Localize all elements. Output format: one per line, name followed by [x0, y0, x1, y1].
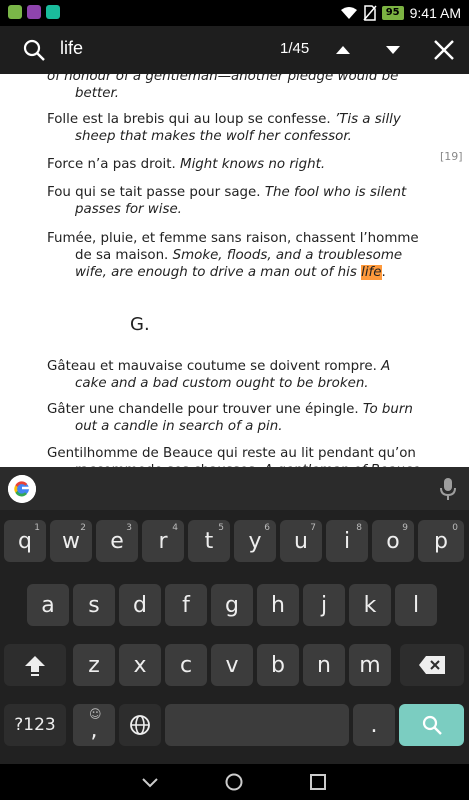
app-notification-icon	[46, 5, 60, 19]
back-chevron-icon[interactable]	[140, 772, 160, 792]
proverb-french: Folle est la brebis qui au loup se confesse.	[47, 112, 335, 127]
key-l[interactable]: l	[395, 584, 437, 626]
system-nav-bar	[0, 764, 469, 800]
key-h[interactable]: h	[257, 584, 299, 626]
key-r[interactable]: r 4	[142, 520, 184, 562]
key-s[interactable]: s	[73, 584, 115, 626]
google-icon[interactable]	[8, 475, 36, 503]
proverb-entry	[47, 111, 422, 145]
search-highlight[interactable]: life	[361, 265, 382, 280]
key-x[interactable]: x	[119, 644, 161, 686]
key-z[interactable]: z	[73, 644, 115, 686]
key-d[interactable]: d	[119, 584, 161, 626]
previous-match-button[interactable]	[331, 38, 355, 62]
key-v[interactable]: v	[211, 644, 253, 686]
key-t[interactable]: t 5	[188, 520, 230, 562]
proverb-french: Force n’a pas droit.	[47, 157, 181, 172]
shift-icon	[23, 653, 47, 677]
symbols-key[interactable]: ?123	[4, 704, 66, 746]
proverb-entry	[47, 184, 422, 218]
search-toolbar	[0, 26, 469, 74]
proverb-entry	[47, 156, 422, 173]
proverb-english: The fool who is silent passes for wise.	[75, 185, 407, 217]
key-a[interactable]: a	[27, 584, 69, 626]
key-y[interactable]: y 6	[234, 520, 276, 562]
key-k[interactable]: k	[349, 584, 391, 626]
proverb-entry	[47, 230, 422, 281]
proverb-english: ’Tis a silly sheep that makes the wolf her confessor.	[75, 112, 401, 144]
key-w[interactable]: w 2	[50, 520, 92, 562]
space-bar[interactable]	[165, 704, 349, 746]
search-icon	[421, 714, 443, 736]
soft-keyboard	[0, 467, 469, 764]
language-key[interactable]	[119, 704, 161, 746]
period-key[interactable]: .	[353, 704, 395, 746]
close-search-button[interactable]	[430, 36, 458, 64]
backspace-key[interactable]	[400, 644, 464, 686]
key-q[interactable]: q 1	[4, 520, 46, 562]
key-b[interactable]: b	[257, 644, 299, 686]
clock: 9:41 AM	[409, 5, 461, 21]
status-bar	[0, 0, 469, 26]
key-o[interactable]: o 9	[372, 520, 414, 562]
proverb-punctuation: .	[381, 265, 386, 280]
key-e[interactable]: e 3	[96, 520, 138, 562]
wifi-icon	[340, 6, 358, 20]
reader-page[interactable]	[0, 69, 469, 466]
key-j[interactable]: j	[303, 584, 345, 626]
search-icon[interactable]	[22, 38, 46, 62]
page-marker: [19]	[440, 150, 463, 163]
proverb-english: Smoke, floods, and a troublesome wife, are enough to drive a man out of his	[75, 248, 403, 280]
key-i[interactable]: i 8	[326, 520, 368, 562]
proverb-english: A cake and a bad custom ought to be broken.	[75, 359, 391, 391]
key-c[interactable]: c	[165, 644, 207, 686]
recents-icon[interactable]	[308, 772, 328, 792]
battery-level: 95	[382, 6, 404, 20]
keyboard-suggestion-strip	[0, 467, 469, 510]
next-match-button[interactable]	[381, 38, 405, 62]
proverb-french: Fou qui se tait passe pour sage.	[47, 185, 265, 200]
key-m[interactable]: m	[349, 644, 391, 686]
key-u[interactable]: u 7	[280, 520, 322, 562]
app-notification-icon	[8, 5, 22, 19]
proverb-english: of honour of a gentleman—another pledge would be better.	[47, 69, 399, 101]
app-notification-icon	[27, 5, 41, 19]
search-input[interactable]: life	[60, 38, 84, 58]
proverb-french: Gâter une chandelle pour trouver une épingle.	[47, 402, 363, 417]
proverb-entry	[47, 358, 422, 392]
key-p[interactable]: p 0	[418, 520, 464, 562]
proverb-entry	[47, 68, 422, 102]
proverb-french: Gâteau et mauvaise coutume se doivent rompre.	[47, 359, 382, 374]
proverb-entry	[47, 401, 422, 435]
match-counter: 1/45	[280, 40, 310, 57]
proverb-english: To burn out a candle in search of a pin.	[75, 402, 413, 434]
comma-key[interactable]: ☺ ,	[73, 704, 115, 746]
key-f[interactable]: f	[165, 584, 207, 626]
proverb-french: Fumée, pluie, et femme sans raison, chassent l’homme de sa maison.	[47, 231, 419, 263]
proverb-english: Might knows no right.	[180, 157, 326, 172]
shift-key[interactable]	[4, 644, 66, 686]
search-action-key[interactable]	[399, 704, 464, 746]
proverb-french: Gentilhomme de Beauce qui reste au lit pendant qu’on	[47, 446, 416, 461]
key-n[interactable]: n	[303, 644, 345, 686]
microphone-icon[interactable]	[437, 477, 459, 501]
section-heading: G.	[130, 314, 150, 335]
key-g[interactable]: g	[211, 584, 253, 626]
no-sim-icon	[364, 5, 376, 21]
home-icon[interactable]	[224, 772, 244, 792]
backspace-icon	[418, 655, 446, 675]
globe-icon	[129, 714, 151, 736]
